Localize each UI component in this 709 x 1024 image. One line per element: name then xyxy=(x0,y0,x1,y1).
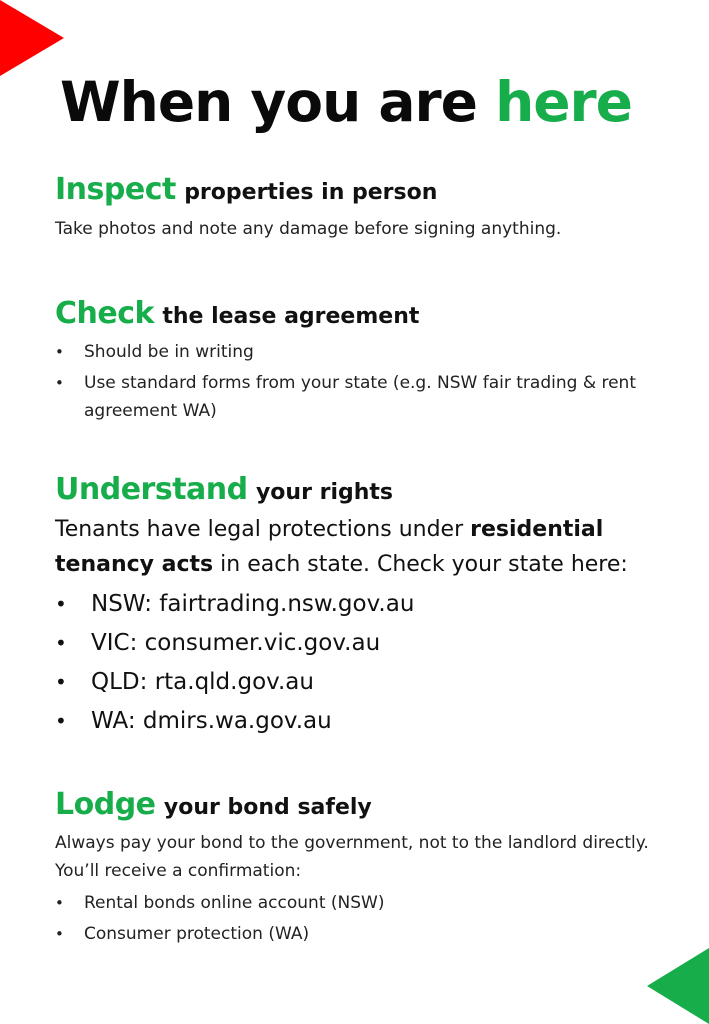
check-heading xyxy=(55,296,669,332)
understand-intro-end: in each state. Check your state here: xyxy=(220,552,628,577)
list-item: • WA: dmirs.wa.gov.au xyxy=(55,702,669,741)
lodge-heading xyxy=(55,787,669,823)
inspect-heading xyxy=(55,172,669,208)
title-part-1: When you are xyxy=(60,70,477,134)
section-lodge xyxy=(55,787,669,948)
lodge-heading-key: Lodge xyxy=(55,787,156,822)
understand-intro xyxy=(55,512,669,582)
understand-intro-bold: residential tenancy acts xyxy=(55,517,604,577)
red-corner-triangle xyxy=(0,0,64,76)
understand-heading-rest: your rights xyxy=(255,480,394,505)
understand-intro-start: Tenants have legal protections under xyxy=(55,517,464,542)
lodge-body: Always pay your bond to the government, not to the landlord directly. You’ll receive a confirmation: xyxy=(55,833,649,881)
inspect-heading-key: Inspect xyxy=(55,172,176,207)
section-inspect xyxy=(55,172,669,243)
understand-list xyxy=(55,585,669,741)
inspect-body: Take photos and note any damage before signing anything. xyxy=(55,219,562,239)
list-item: • NSW: fairtrading.nsw.gov.au xyxy=(55,585,669,624)
lodge-list xyxy=(55,889,669,948)
lodge-heading-rest: your bond safely xyxy=(163,795,372,820)
understand-heading-key: Understand xyxy=(55,472,248,507)
check-list xyxy=(55,338,669,425)
section-check xyxy=(55,296,669,425)
page-title xyxy=(60,70,632,134)
title-part-2: here xyxy=(495,70,632,134)
list-item: • Should be in writing xyxy=(55,338,669,366)
list-item: • QLD: rta.qld.gov.au xyxy=(55,663,669,702)
list-item: • Consumer protection (WA) xyxy=(55,920,669,948)
list-item: • Rental bonds online account (NSW) xyxy=(55,889,669,917)
list-item: • Use standard forms from your state (e.g. NSW fair trading & rent agreement WA) xyxy=(55,369,669,425)
check-heading-rest: the lease agreement xyxy=(162,304,420,329)
green-corner-triangle xyxy=(647,948,709,1024)
understand-heading xyxy=(55,472,669,508)
inspect-heading-rest: properties in person xyxy=(184,180,438,205)
section-understand xyxy=(55,472,669,741)
list-item: • VIC: consumer.vic.gov.au xyxy=(55,624,669,663)
check-heading-key: Check xyxy=(55,296,154,331)
